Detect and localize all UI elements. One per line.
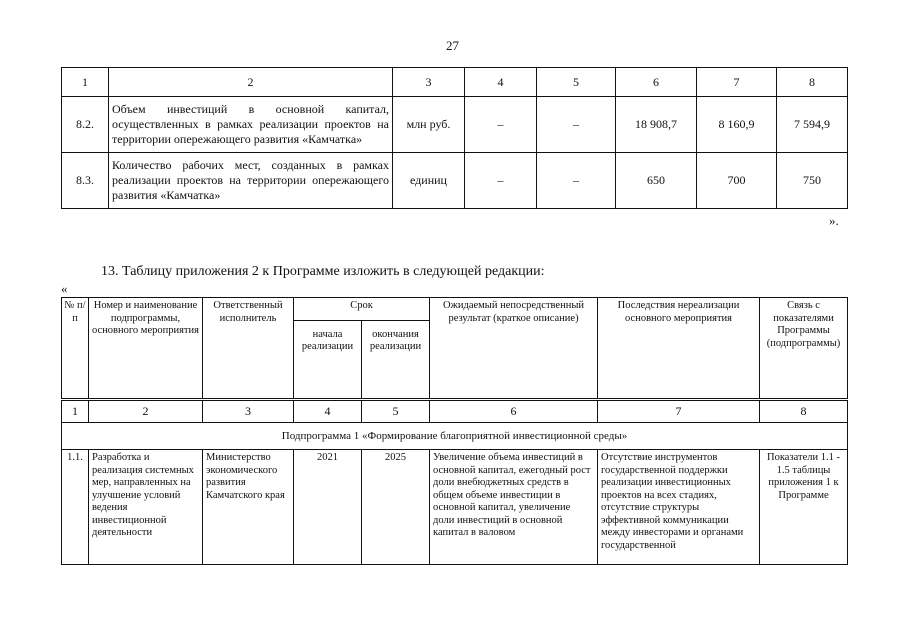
subprogram-row bbox=[62, 423, 848, 450]
row-number: 8.2. bbox=[62, 97, 109, 153]
table-header-row bbox=[62, 68, 848, 97]
header-cell: 5 bbox=[537, 68, 616, 97]
section-heading: 13. Таблицу приложения 2 к Программе изложить в следующей редакции: bbox=[101, 264, 545, 279]
column-number: 1 bbox=[62, 401, 89, 423]
value-cell: 750 bbox=[777, 153, 848, 209]
value-cell: – bbox=[537, 97, 616, 153]
value-cell: – bbox=[465, 153, 537, 209]
row-number: 1.1. bbox=[62, 450, 89, 565]
value-cell: 700 bbox=[697, 153, 777, 209]
header-cell: 4 bbox=[465, 68, 537, 97]
value-cell: – bbox=[537, 153, 616, 209]
header-end: окончания реализации bbox=[362, 320, 430, 398]
end-year: 2025 bbox=[362, 450, 430, 565]
header-result: Ожидаемый непосредственный результат (краткое описание) bbox=[430, 298, 598, 399]
header-start: начала реализации bbox=[294, 320, 362, 398]
unit-cell: единиц bbox=[393, 153, 465, 209]
indicators-table bbox=[61, 67, 848, 209]
column-number: 8 bbox=[760, 401, 848, 423]
header-cell: 8 bbox=[777, 68, 848, 97]
expected-result: Увеличение объема инвестиций в основной капитал, ежегодный рост доли внебюджетных средств в общем объеме инвестиции в основной капитал, увеличение доли инвестиций в основной капитал в валовом bbox=[430, 450, 598, 565]
subprogram-title: Подпрограмма 1 «Формирование благоприятной инвестиционной среды» bbox=[62, 423, 848, 450]
measure-name: Разработка и реализация системных мер, направленных на улучшение условий ведения инвестиционной деятельности bbox=[89, 450, 203, 565]
column-number: 3 bbox=[203, 401, 294, 423]
table-row bbox=[62, 97, 848, 153]
unit-cell: млн руб. bbox=[393, 97, 465, 153]
value-cell: 18 908,7 bbox=[616, 97, 697, 153]
column-number: 7 bbox=[598, 401, 760, 423]
column-number: 4 bbox=[294, 401, 362, 423]
executor: Министерство экономического развития Камчатского края bbox=[203, 450, 294, 565]
header-num: № п/п bbox=[62, 298, 89, 399]
value-cell: 650 bbox=[616, 153, 697, 209]
indicator-description: Объем инвестиций в основной капитал, осуществленных в рамках реализации проектов на территории опережающего развития «Камчатка» bbox=[109, 97, 393, 153]
header-cell: 7 bbox=[697, 68, 777, 97]
program-table bbox=[61, 400, 848, 565]
page-number: 27 bbox=[446, 38, 459, 53]
value-cell: 8 160,9 bbox=[697, 97, 777, 153]
header-cell: 6 bbox=[616, 68, 697, 97]
header-name: Номер и наименование подпрограммы, основного мероприятия bbox=[89, 298, 203, 399]
opening-quote: « bbox=[61, 281, 68, 296]
table-row bbox=[62, 450, 848, 565]
header-cell: 3 bbox=[393, 68, 465, 97]
indicator-description: Количество рабочих мест, созданных в рамках реализации проектов на территории опережающего развития «Камчатка» bbox=[109, 153, 393, 209]
table-row bbox=[62, 153, 848, 209]
column-numbers-row bbox=[62, 401, 848, 423]
column-number: 6 bbox=[430, 401, 598, 423]
consequences: Отсутствие инструментов государственной поддержки реализации инвестиционных проектов на всех стадиях, отсутствие структуры эффективной коммуникации между инвесторами и органами государственной bbox=[598, 450, 760, 565]
header-consequences: Последствия нереализации основного мероприятия bbox=[598, 298, 760, 399]
closing-quote: ». bbox=[829, 213, 839, 228]
row-number: 8.3. bbox=[62, 153, 109, 209]
column-number: 5 bbox=[362, 401, 430, 423]
header-link: Связь с показателями Программы (подпрограммы) bbox=[760, 298, 848, 399]
program-table-header bbox=[61, 297, 848, 399]
column-number: 2 bbox=[89, 401, 203, 423]
header-term: Срок bbox=[294, 298, 430, 321]
header-cell: 1 bbox=[62, 68, 109, 97]
value-cell: 7 594,9 bbox=[777, 97, 848, 153]
header-cell: 2 bbox=[109, 68, 393, 97]
indicator-link: Показатели 1.1 - 1.5 таблицы приложения 1 к Программе bbox=[760, 450, 848, 565]
header-executor: Ответственный исполнитель bbox=[203, 298, 294, 399]
start-year: 2021 bbox=[294, 450, 362, 565]
value-cell: – bbox=[465, 97, 537, 153]
